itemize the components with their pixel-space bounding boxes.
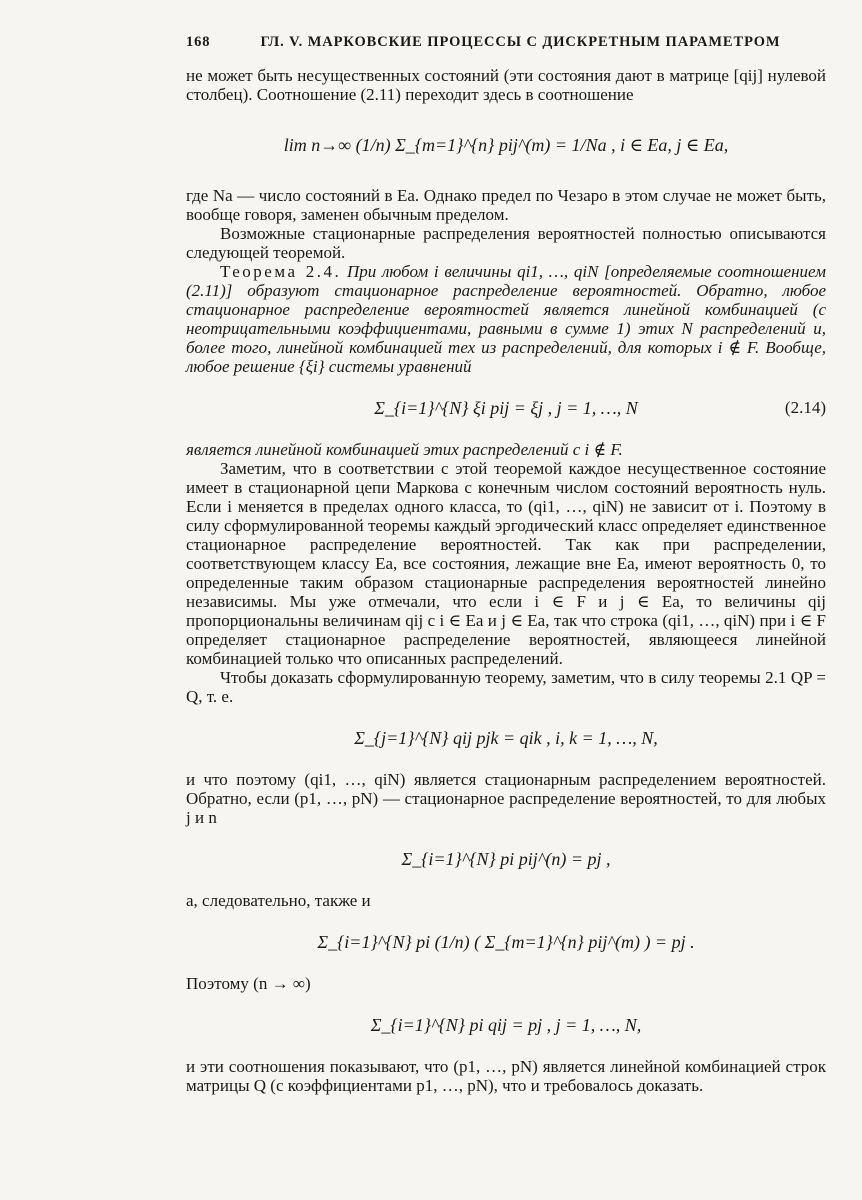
page-body: [186, 66, 826, 1095]
equation-text: Σ_{i=1}^{N} pi (1/n) ( Σ_{m=1}^{n} pij^(m) ) = pj .: [317, 932, 695, 952]
paragraph-2: где Na — число состояний в Ea. Однако предел по Чезаро в этом случае не может быть, вообще говоря, заменен обычным пределом.: [186, 186, 826, 224]
paragraph-8: и что поэтому (qi1, …, qiN) является стационарным распределением вероятностей. Обратно, если (p1, …, pN) — стационарное распределение вероятностей, то для любых j и n: [186, 770, 826, 827]
theorem-2-4: [186, 262, 826, 376]
page-header: [186, 34, 826, 51]
paragraph-6: Заметим, что в соответствии с этой теоремой каждое несущественное состояние имеет в стационарной цепи Маркова с конечным числом состояний вероятность нуль. Если i меняется в пределах одного класса, то (qi1, …, qiN) не зависит от i. Поэтому в силу сформулированной теоремы каждый эргодический класс определяет единственное стационарное распределение вероятностей. Так как при распределении, соответствующем классу Ea, все состояния, лежащие вне Ea, имеют вероятность 0, то определенные таким образом стационарные распределения вероятностей линейно независимы. Мы уже отмечали, что если i ∈ F и j ∈ Ea, то величины qij пропорциональны величинам qij c i ∈ Ea и j ∈ Ea, так что строка (qi1, …, qiN) при i ∈ F определяет стационарное распределение вероятностей, являющееся линейной комбинацией только что описанных распределений.: [186, 459, 826, 668]
paragraph-1: не может быть несущественных состояний (эти состояния дают в матрице [qij] нулевой столбец). Соотношение (2.11) переходит здесь в соотношение: [186, 66, 826, 104]
theorem-heading: Теорема 2.4.: [220, 262, 342, 281]
equation-number: (2.14): [784, 398, 826, 417]
equation-text: lim n→∞ (1/n) Σ_{m=1}^{n} pij^(m) = 1/Na , i ∈ Ea, j ∈ Ea,: [283, 135, 729, 155]
theorem-statement: При любом i величины qi1, …, qiN [определяемые соотношением (2.11)] образуют стационарное распределение вероятностей. Обратно, любое стационарное распределение вероятностей является линейной комбинацией (с неотрицательными коэффициентами, равными в сумме 1) этих N распределений и, более того, линейной комбинацией тех из распределений, для которых i ∉ F. Вообще, любое решение {ξi} системы уравнений: [186, 262, 827, 376]
paragraph-3: Возможные стационарные распределения вероятностей полностью описываются следующей теоремой.: [186, 224, 826, 262]
paragraph-11: и эти соотношения показывают, что (p1, …, pN) является линейной комбинацией строк матрицы Q (с коэффициентами p1, …, pN), что и требовалось доказать.: [186, 1057, 826, 1095]
equation-text: Σ_{i=1}^{N} pi qij = pj , j = 1, …, N,: [370, 1015, 642, 1035]
equation-text: Σ_{j=1}^{N} qij pjk = qik , i, k = 1, …, N,: [354, 728, 658, 748]
equation-averaged: [186, 910, 826, 974]
paragraph-7: Чтобы доказать сформулированную теорему, заметим, что в силу теоремы 2.1 QP = Q, т. е.: [186, 668, 826, 706]
equation-qp-q: [186, 706, 826, 770]
paragraph-5: является линейной комбинацией этих распределений с i ∉ F.: [186, 440, 623, 459]
equation-2-14: [186, 376, 826, 440]
running-title: ГЛ. V. МАРКОВСКИЕ ПРОЦЕССЫ С ДИСКРЕТНЫМ ПАРАМЕТРОМ: [260, 34, 781, 50]
equation-text: Σ_{i=1}^{N} pi pij^(n) = pj ,: [401, 849, 611, 869]
equation-stationary: [186, 827, 826, 891]
page-number: 168: [186, 34, 211, 50]
equation-limit-result: [186, 993, 826, 1057]
equation-text: Σ_{i=1}^{N} ξi pij = ξj , j = 1, …, N: [374, 398, 638, 418]
paragraph-9: а, следовательно, также и: [186, 891, 371, 910]
paragraph-10: Поэтому (n → ∞): [186, 974, 311, 993]
equation-cesaro-limit: [186, 104, 826, 186]
